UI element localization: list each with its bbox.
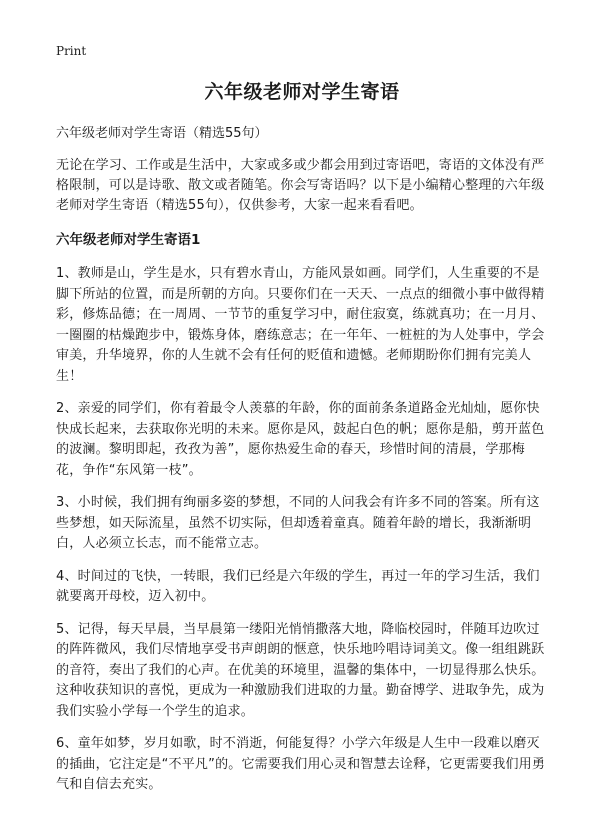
- list-item: 2、亲爱的同学们，你有着最令人羡慕的年龄，你的面前条条道路金光灿灿，愿你快快成长起来，去获取你光明的未来。愿你是风，鼓起白色的帆；愿你是船，剪开蓝色的波澜。黎明即起，孜孜为善”，愿你热爱生命的春天，珍惜时间的清晨，学那梅花，争作“东风第一枝”。: [56, 401, 545, 478]
- page-title: 六年级老师对学生寄语: [204, 81, 400, 103]
- list-item: 3、小时候，我们拥有绚丽多姿的梦想，不同的人问我会有许多不同的答案。所有这些梦想，如天际流星，虽然不切实际，但却透着童真。随着年龄的增长，我渐渐明白，人必须立长志，而不能常立志。: [56, 495, 540, 551]
- list-item: 1、教师是山，学生是水，只有碧水青山，方能风景如画。同学们，人生重要的不是脚下所站的位置，而是所朝的方向。只要你们在一天天、一点点的细微小事中做得精彩，修炼品德；在一周周、一节节的重复学习中，耐住寂寞，练就真功；在一月月、一圈圈的枯燥跑步中，锻炼身体，磨练意志；在一年年、一桩桩的为人处事中，学会审美，升华境界，你的人生就不会有任何的贬值和遗憾。老师期盼你们拥有完美人生！: [56, 266, 545, 384]
- intro-paragraph: 无论在学习、工作或是生活中，大家或多或少都会用到过寄语吧，寄语的文体没有严格限制，可以是诗歌、散文或者随笔。你会写寄语吗？以下是小编精心整理的六年级老师对学生寄语（精选55句），仅供参考，大家一起来看看吧。: [56, 158, 545, 213]
- page-subtitle: 六年级老师对学生寄语（精选55句）: [56, 126, 268, 141]
- list-item: 4、时间过的飞快，一转眼，我们已经是六年级的学生，再过一年的学习生活，我们就要离开母校，迈入初中。: [56, 568, 540, 604]
- list-item: 6、童年如梦，岁月如歌，时不消逝，何能复得？小学六年级是人生中一段难以磨灭的插曲，它注定是“不平凡”的。它需要我们用心灵和智慧去诠释，它更需要我们用勇气和自信去充实。: [56, 736, 546, 792]
- document-body: [56, 78, 548, 808]
- print-link[interactable]: Print: [56, 44, 87, 58]
- section-heading: 六年级老师对学生寄语1: [56, 232, 201, 248]
- list-item: 5、记得，每天早晨，当早晨第一缕阳光悄悄撒落大地，降临校园时，伴随耳边吹过的阵阵微风，我们尽情地享受书声朗朗的惬意，快乐地吟唱诗词美文。像一组组跳跃的音符，奏出了我们的心声。在优美的环境里，温馨的集体中，一切显得那么快乐。这种收获知识的喜悦，更成为一种激励我们进取的力量。勤奋博学、进取争先，成为我们实验小学每一个学生的追求。: [56, 621, 545, 719]
